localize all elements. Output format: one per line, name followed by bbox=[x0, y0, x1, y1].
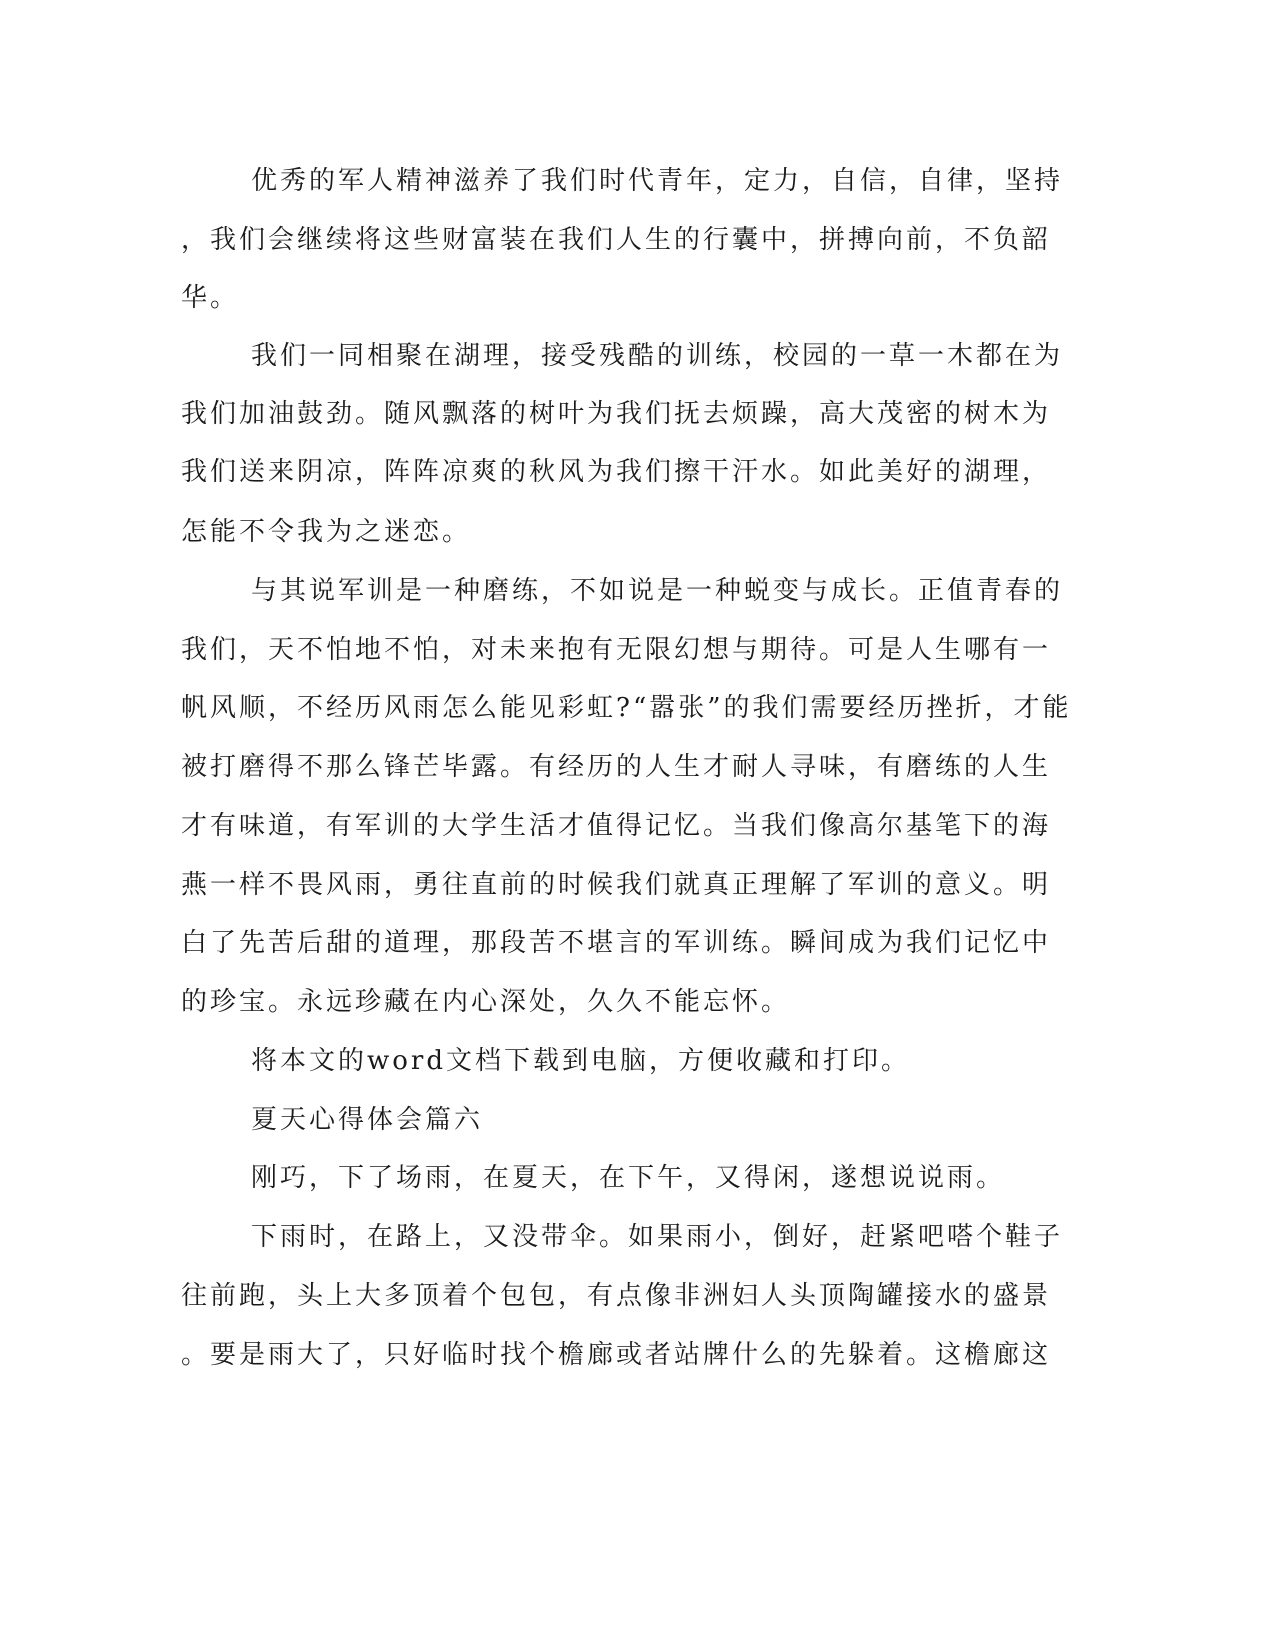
text-line: 往前跑，头上大多顶着个包包，有点像非洲妇人头顶陶罐接水的盛景 bbox=[181, 1281, 1052, 1311]
text-line: 我们送来阴凉，阵阵凉爽的秋风为我们擦干汗水。如此美好的湖理， bbox=[181, 457, 1052, 487]
text-line: 的珍宝。永远珍藏在内心深处，久久不能忘怀。 bbox=[181, 987, 791, 1017]
text-line: 。要是雨大了，只好临时找个檐廊或者站牌什么的先躲着。这檐廊这 bbox=[181, 1340, 1052, 1370]
text-line: 刚巧，下了场雨，在夏天，在下午，又得闲，遂想说说雨。 bbox=[251, 1163, 1006, 1193]
text-line: 华。 bbox=[181, 283, 240, 313]
text-line: 我们加油鼓劲。随风飘落的树叶为我们抚去烦躁，高大茂密的树木为 bbox=[181, 399, 1052, 429]
text-line: 与其说军训是一种磨练，不如说是一种蜕变与成长。正值青春的 bbox=[251, 576, 1064, 606]
text-line: 才有味道，有军训的大学生活才值得记忆。当我们像高尔基笔下的海 bbox=[181, 811, 1052, 841]
text-line: 被打磨得不那么锋芒毕露。有经历的人生才耐人寻味，有磨练的人生 bbox=[181, 752, 1052, 782]
text-line: 帆风顺，不经历风雨怎么能见彩虹?“嚣张”的我们需要经历挫折，才能 bbox=[181, 693, 1072, 723]
section-heading: 夏天心得体会篇六 bbox=[251, 1105, 484, 1135]
text-line: ，我们会继续将这些财富装在我们人生的行囊中，拼搏向前，不负韶 bbox=[181, 225, 1052, 255]
text-line: 我们一同相聚在湖理，接受残酷的训练，校园的一草一木都在为 bbox=[251, 341, 1064, 371]
text-line: 我们，天不怕地不怕，对未来抱有无限幻想与期待。可是人生哪有一 bbox=[181, 635, 1052, 665]
text-line: 怎能不令我为之迷恋。 bbox=[181, 517, 472, 547]
text-line: 优秀的军人精神滋养了我们时代青年，定力，自信，自律，坚持 bbox=[251, 166, 1064, 196]
text-line: 燕一样不畏风雨，勇往直前的时候我们就真正理解了军训的意义。明 bbox=[181, 870, 1052, 900]
text-line: 将本文的word文档下载到电脑，方便收藏和打印。 bbox=[251, 1046, 910, 1076]
text-line: 白了先苦后甜的道理，那段苦不堪言的军训练。瞬间成为我们记忆中 bbox=[181, 928, 1052, 958]
text-line: 下雨时，在路上，又没带伞。如果雨小，倒好，赶紧吧嗒个鞋子 bbox=[251, 1222, 1064, 1252]
